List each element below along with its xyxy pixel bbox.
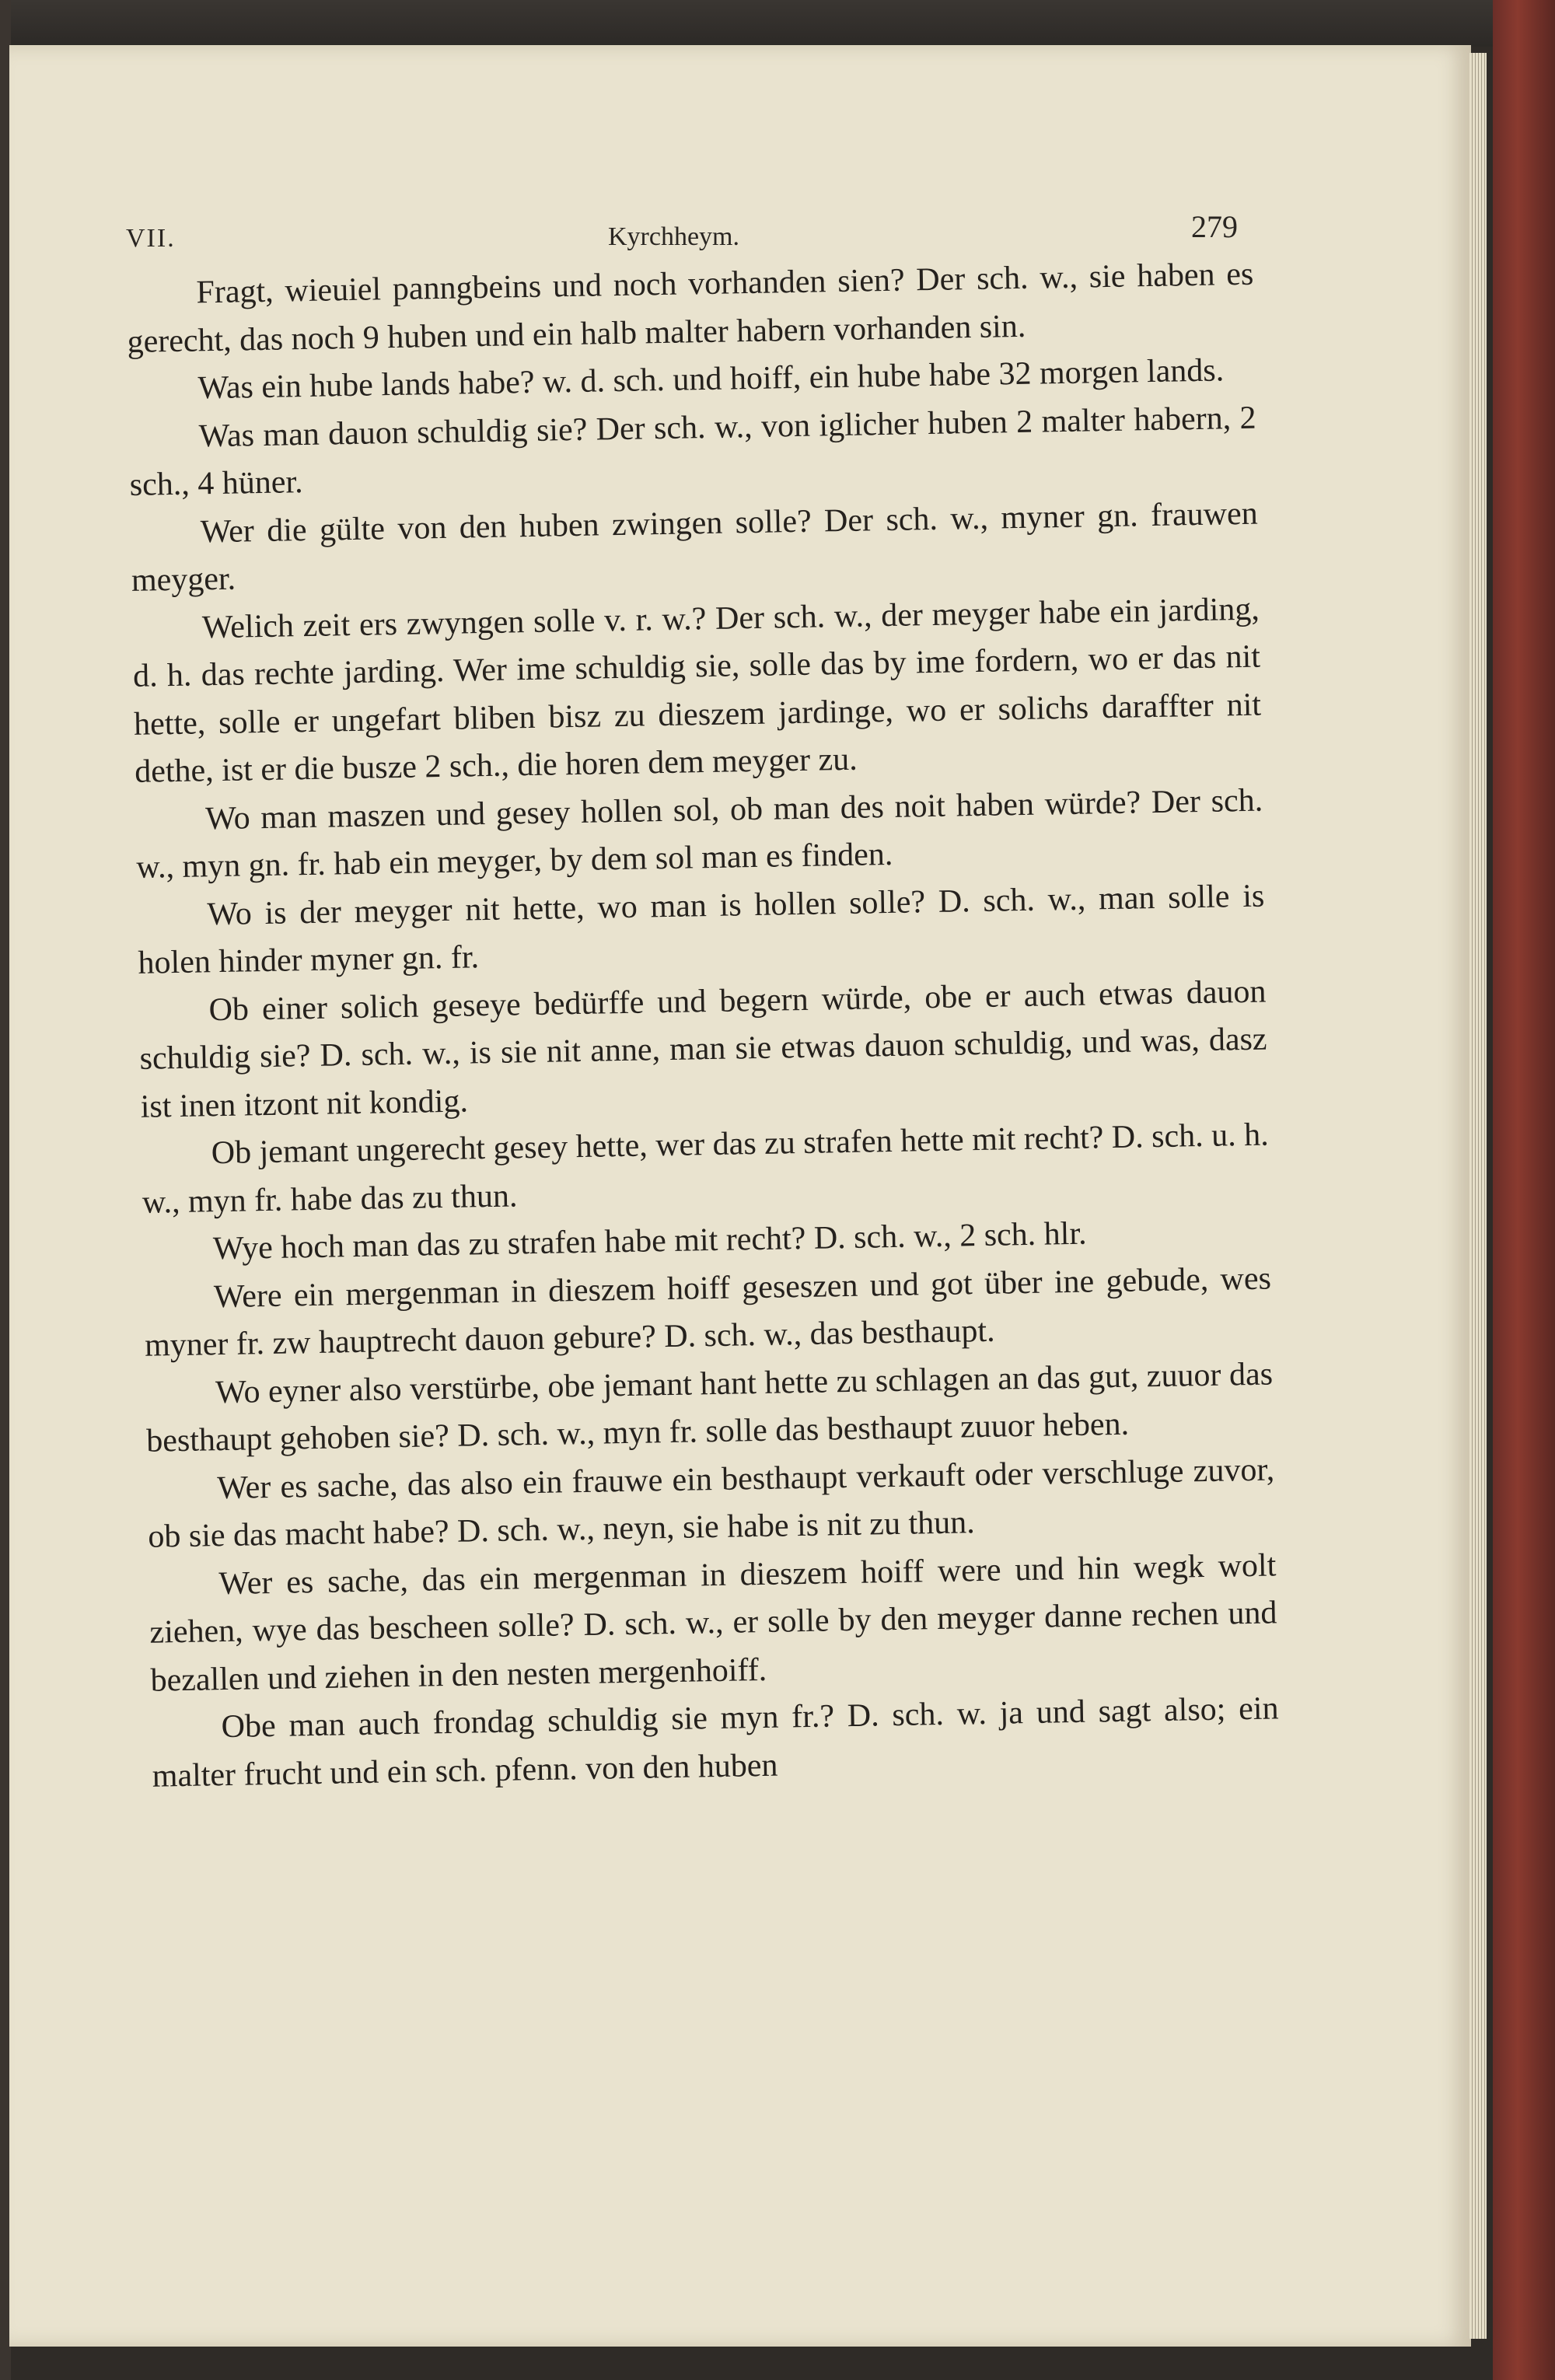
paragraph: Wo man maszen und gesey hollen sol, ob man des noit haben würde? Der sch. w., myn gn. fr. hab ein meyger, by dem sol man es finden. <box>136 782 1263 886</box>
book-cover-right <box>1493 0 1555 2380</box>
paragraph: Welich zeit ers zwyngen solle v. r. w.? Der sch. w., der meyger habe ein jarding, d. h. das rechte jarding. Wer ime schuldig sie, solle das by ime fordern, wo er das nit hette, solle er ungefart bliben bisz zu dieszem jardinge, wo er solichs daraffter nit dethe, ist er die busze 2 sch., die horen dem meyger zu. <box>132 591 1262 790</box>
page-stack-edge <box>1469 53 1487 2339</box>
paragraph: Was man dauon schuldig sie? Der sch. w., von iglicher huben 2 malter habern, 2 sch., 4 hüner. <box>129 400 1256 503</box>
paragraph: Wer es sache, das also ein frauwe ein besthaupt verkauft oder verschluge zuvor, ob sie das macht habe? D. sch. w., neyn, sie habe is nit zu thun. <box>148 1451 1275 1555</box>
chapter-number: VII. <box>126 224 176 253</box>
paragraph: Fragt, wieuiel panngbeins und noch vorhanden sien? Der sch. w., sie haben es gerecht, das noch 9 huben und ein halb malter habern vorhanden sin. <box>127 256 1254 360</box>
paragraph: Wer es sache, das ein mergenman in dieszem hoiff were und hin wegk wolt ziehen, wye das bescheen solle? D. sch. w., er solle by den meyger danne rechen und bezallen und ziehen in den nesten mergenhoiff. <box>149 1546 1277 1699</box>
running-title: Kyrchheym. <box>608 222 740 251</box>
paragraph: Wye hoch man das zu strafen habe mit recht? D. sch. w., 2 sch. hlr. <box>212 1215 1087 1267</box>
paragraph: Wo is der meyger nit hette, wo man is hollen solle? D. sch. w., man solle is holen hinder myner gn. fr. <box>138 878 1265 981</box>
paragraph: Wer die gülte von den huben zwingen solle? Der sch. w., myner gn. frauwen meyger. <box>131 495 1259 599</box>
book-cover-top <box>0 0 1555 47</box>
paragraph: Was ein hube lands habe? w. d. sch. und hoiff, ein hube habe 32 morgen lands. <box>197 352 1225 407</box>
body-text <box>126 251 1280 1801</box>
paragraph: Were ein mergenman in dieszem hoiff geseszen und got über ine gebude, wes myner fr. zw hauptrecht dauon gebure? D. sch. w., das besthaupt. <box>144 1260 1272 1364</box>
paragraph: Obe man auch frondag schuldig sie myn fr.? D. sch. w. ja und sagt also; ein malter frucht und ein sch. pfenn. von den huben <box>152 1690 1279 1795</box>
book-page <box>9 45 1471 2347</box>
paragraph: Ob jemant ungerecht gesey hette, wer das zu strafen hette mit recht? D. sch. u. h. w., myn fr. habe das zu thun. <box>142 1117 1270 1221</box>
paragraph: Wo eyner also verstürbe, obe jemant hant hette zu schlagen an das gut, zuuor das besthaupt gehoben sie? D. sch. w., myn fr. solle das besthaupt zuuor heben. <box>145 1355 1274 1459</box>
page-number: 279 <box>1191 209 1238 244</box>
paragraph: Ob einer solich geseye bedürffe und begern würde, obe er auch etwas dauon schuldig sie? D. sch. w., is sie nit anne, man sie etwas dauon schuldig, und was, dasz ist inen itzont nit kondig. <box>139 973 1267 1125</box>
